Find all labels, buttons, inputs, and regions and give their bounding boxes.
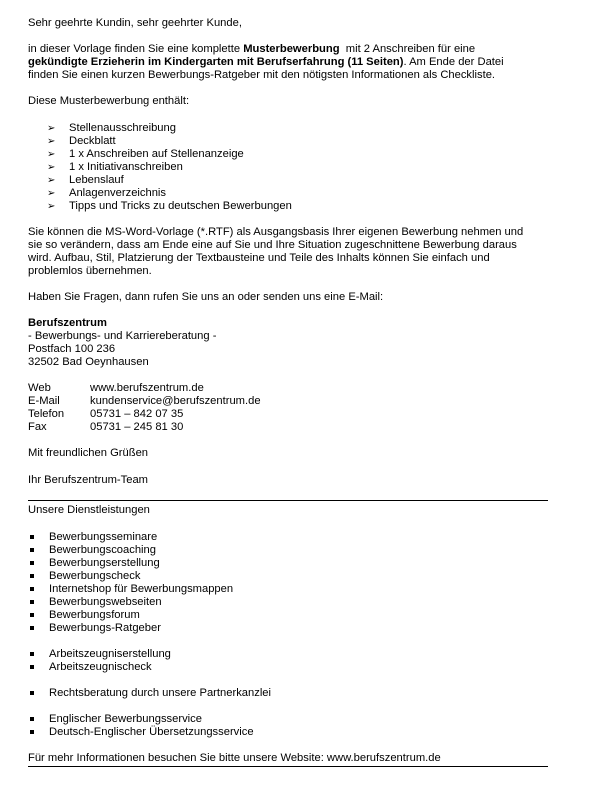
contact-row-email: E-Mail kundenservice@berufszentrum.de [28, 395, 261, 407]
fax-value: 05731 – 245 81 30 [90, 421, 184, 433]
square-bullet-icon [30, 652, 34, 656]
intro-bold-1: Musterbewerbung [243, 43, 340, 55]
questions-text: Haben Sie Fragen, dann rufen Sie uns an oder senden uns eine E-Mail: [28, 291, 384, 303]
service-group-recht [28, 687, 553, 700]
services-heading: Unsere Dienstleistungen [28, 500, 548, 517]
arrow-bullet-icon: ➢ [47, 175, 56, 186]
company-name: Berufszentrum [28, 317, 107, 329]
list-item: ➢ Lebenslauf [47, 174, 124, 186]
arrow-bullet-icon: ➢ [47, 188, 56, 199]
list-item: Bewerbungs-Ratgeber [28, 622, 553, 635]
square-bullet-icon [30, 587, 34, 591]
company-street: Postfach 100 236 [28, 343, 116, 355]
usage-paragraph: Sie können die MS-Word-Vorlage (*.RTF) als Ausgangsbasis Ihrer eigenen Bewerbung nehmen und sie so verändern, dass am Ende eine auf Sie und Ihre Situation zugeschnittene Bewerbung daraus wird. Aufbau, Stil, Platzierung der Textbausteine und Teile des Inhalts können Sie einfach und problemlos übernehmen. [28, 226, 524, 277]
company-tagline: - Bewerbungs- und Karriereberatung - [28, 330, 217, 342]
list-item: Rechtsberatung durch unsere Partnerkanzlei [28, 687, 553, 700]
arrow-bullet-icon: ➢ [47, 136, 56, 147]
square-bullet-icon [30, 730, 34, 734]
intro-text-2: mit 2 Anschreiben für eine [339, 43, 476, 55]
contents-list [28, 122, 553, 213]
list-item: Deutsch-Englischer Übersetzungsservice [28, 726, 553, 739]
footer-note: Für mehr Informationen besuchen Sie bitte unsere Website: www.berufszentrum.de [28, 752, 548, 767]
company-city: 32502 Bad Oeynhausen [28, 356, 149, 368]
intro-text-1: in dieser Vorlage finden Sie eine komplette [28, 43, 244, 55]
intro-paragraph [28, 43, 553, 82]
arrow-bullet-icon: ➢ [47, 201, 56, 212]
list-item: ➢ 1 x Initiativanschreiben [47, 161, 183, 173]
list-item: Bewerbungscoaching [28, 544, 553, 557]
email-link[interactable]: kundenservice@berufszentrum.de [90, 395, 261, 407]
phone-value: 05731 – 842 07 35 [90, 408, 184, 420]
square-bullet-icon [30, 574, 34, 578]
list-item: Internetshop für Bewerbungsmappen [28, 583, 553, 596]
square-bullet-icon [30, 535, 34, 539]
contact-row-phone: Telefon 05731 – 842 07 35 [28, 408, 184, 420]
arrow-bullet-icon: ➢ [47, 162, 56, 173]
list-item: Arbeitszeugnischeck [28, 661, 553, 674]
arrow-bullet-icon: ➢ [47, 149, 56, 160]
list-item: Englischer Bewerbungsservice [28, 713, 553, 726]
contact-block [28, 382, 553, 434]
list-item: ➢ 1 x Anschreiben auf Stellenanzeige [47, 148, 244, 160]
square-bullet-icon [30, 561, 34, 565]
list-item: Arbeitszeugniserstellung [28, 648, 553, 661]
service-group-bewerbung [28, 531, 553, 635]
service-group-arbeitszeugnis [28, 648, 553, 674]
contact-row-web: Web www.berufszentrum.de [28, 382, 204, 394]
company-address [28, 317, 553, 369]
web-link[interactable]: www.berufszentrum.de [90, 382, 204, 394]
service-group-englisch [28, 713, 553, 739]
square-bullet-icon [30, 691, 34, 695]
intro-text-3: . Am Ende der Datei [403, 56, 504, 68]
list-item: Bewerbungsforum [28, 609, 553, 622]
list-item: ➢ Tipps und Tricks zu deutschen Bewerbungen [47, 200, 292, 212]
intro-text-4: finden Sie einen kurzen Bewerbungs-Ratgeber mit den nötigsten Informationen als Checkliste. [28, 69, 496, 81]
signature: Ihr Berufszentrum-Team [28, 474, 148, 486]
list-item: ➢ Deckblatt [47, 135, 116, 147]
arrow-bullet-icon: ➢ [47, 123, 56, 134]
list-item: ➢ Anlagenverzeichnis [47, 187, 167, 199]
list-item: Bewerbungswebseiten [28, 596, 553, 609]
salutation: Sehr geehrte Kundin, sehr geehrter Kunde, [28, 17, 242, 29]
square-bullet-icon [30, 613, 34, 617]
list-item: Bewerbungscheck [28, 570, 553, 583]
closing: Mit freundlichen Grüßen [28, 447, 149, 459]
square-bullet-icon [30, 548, 34, 552]
list-item: Bewerbungserstellung [28, 557, 553, 570]
square-bullet-icon [30, 600, 34, 604]
contact-row-fax: Fax 05731 – 245 81 30 [28, 421, 184, 433]
square-bullet-icon [30, 665, 34, 669]
contents-heading: Diese Musterbewerbung enthält: [28, 95, 190, 107]
document-page [28, 17, 553, 767]
list-item: Bewerbungsseminare [28, 531, 553, 544]
list-item: ➢ Stellenausschreibung [47, 122, 176, 134]
square-bullet-icon [30, 717, 34, 721]
square-bullet-icon [30, 626, 34, 630]
intro-bold-2: gekündigte Erzieherin im Kindergarten mit Berufserfahrung (11 Seiten) [28, 56, 404, 68]
